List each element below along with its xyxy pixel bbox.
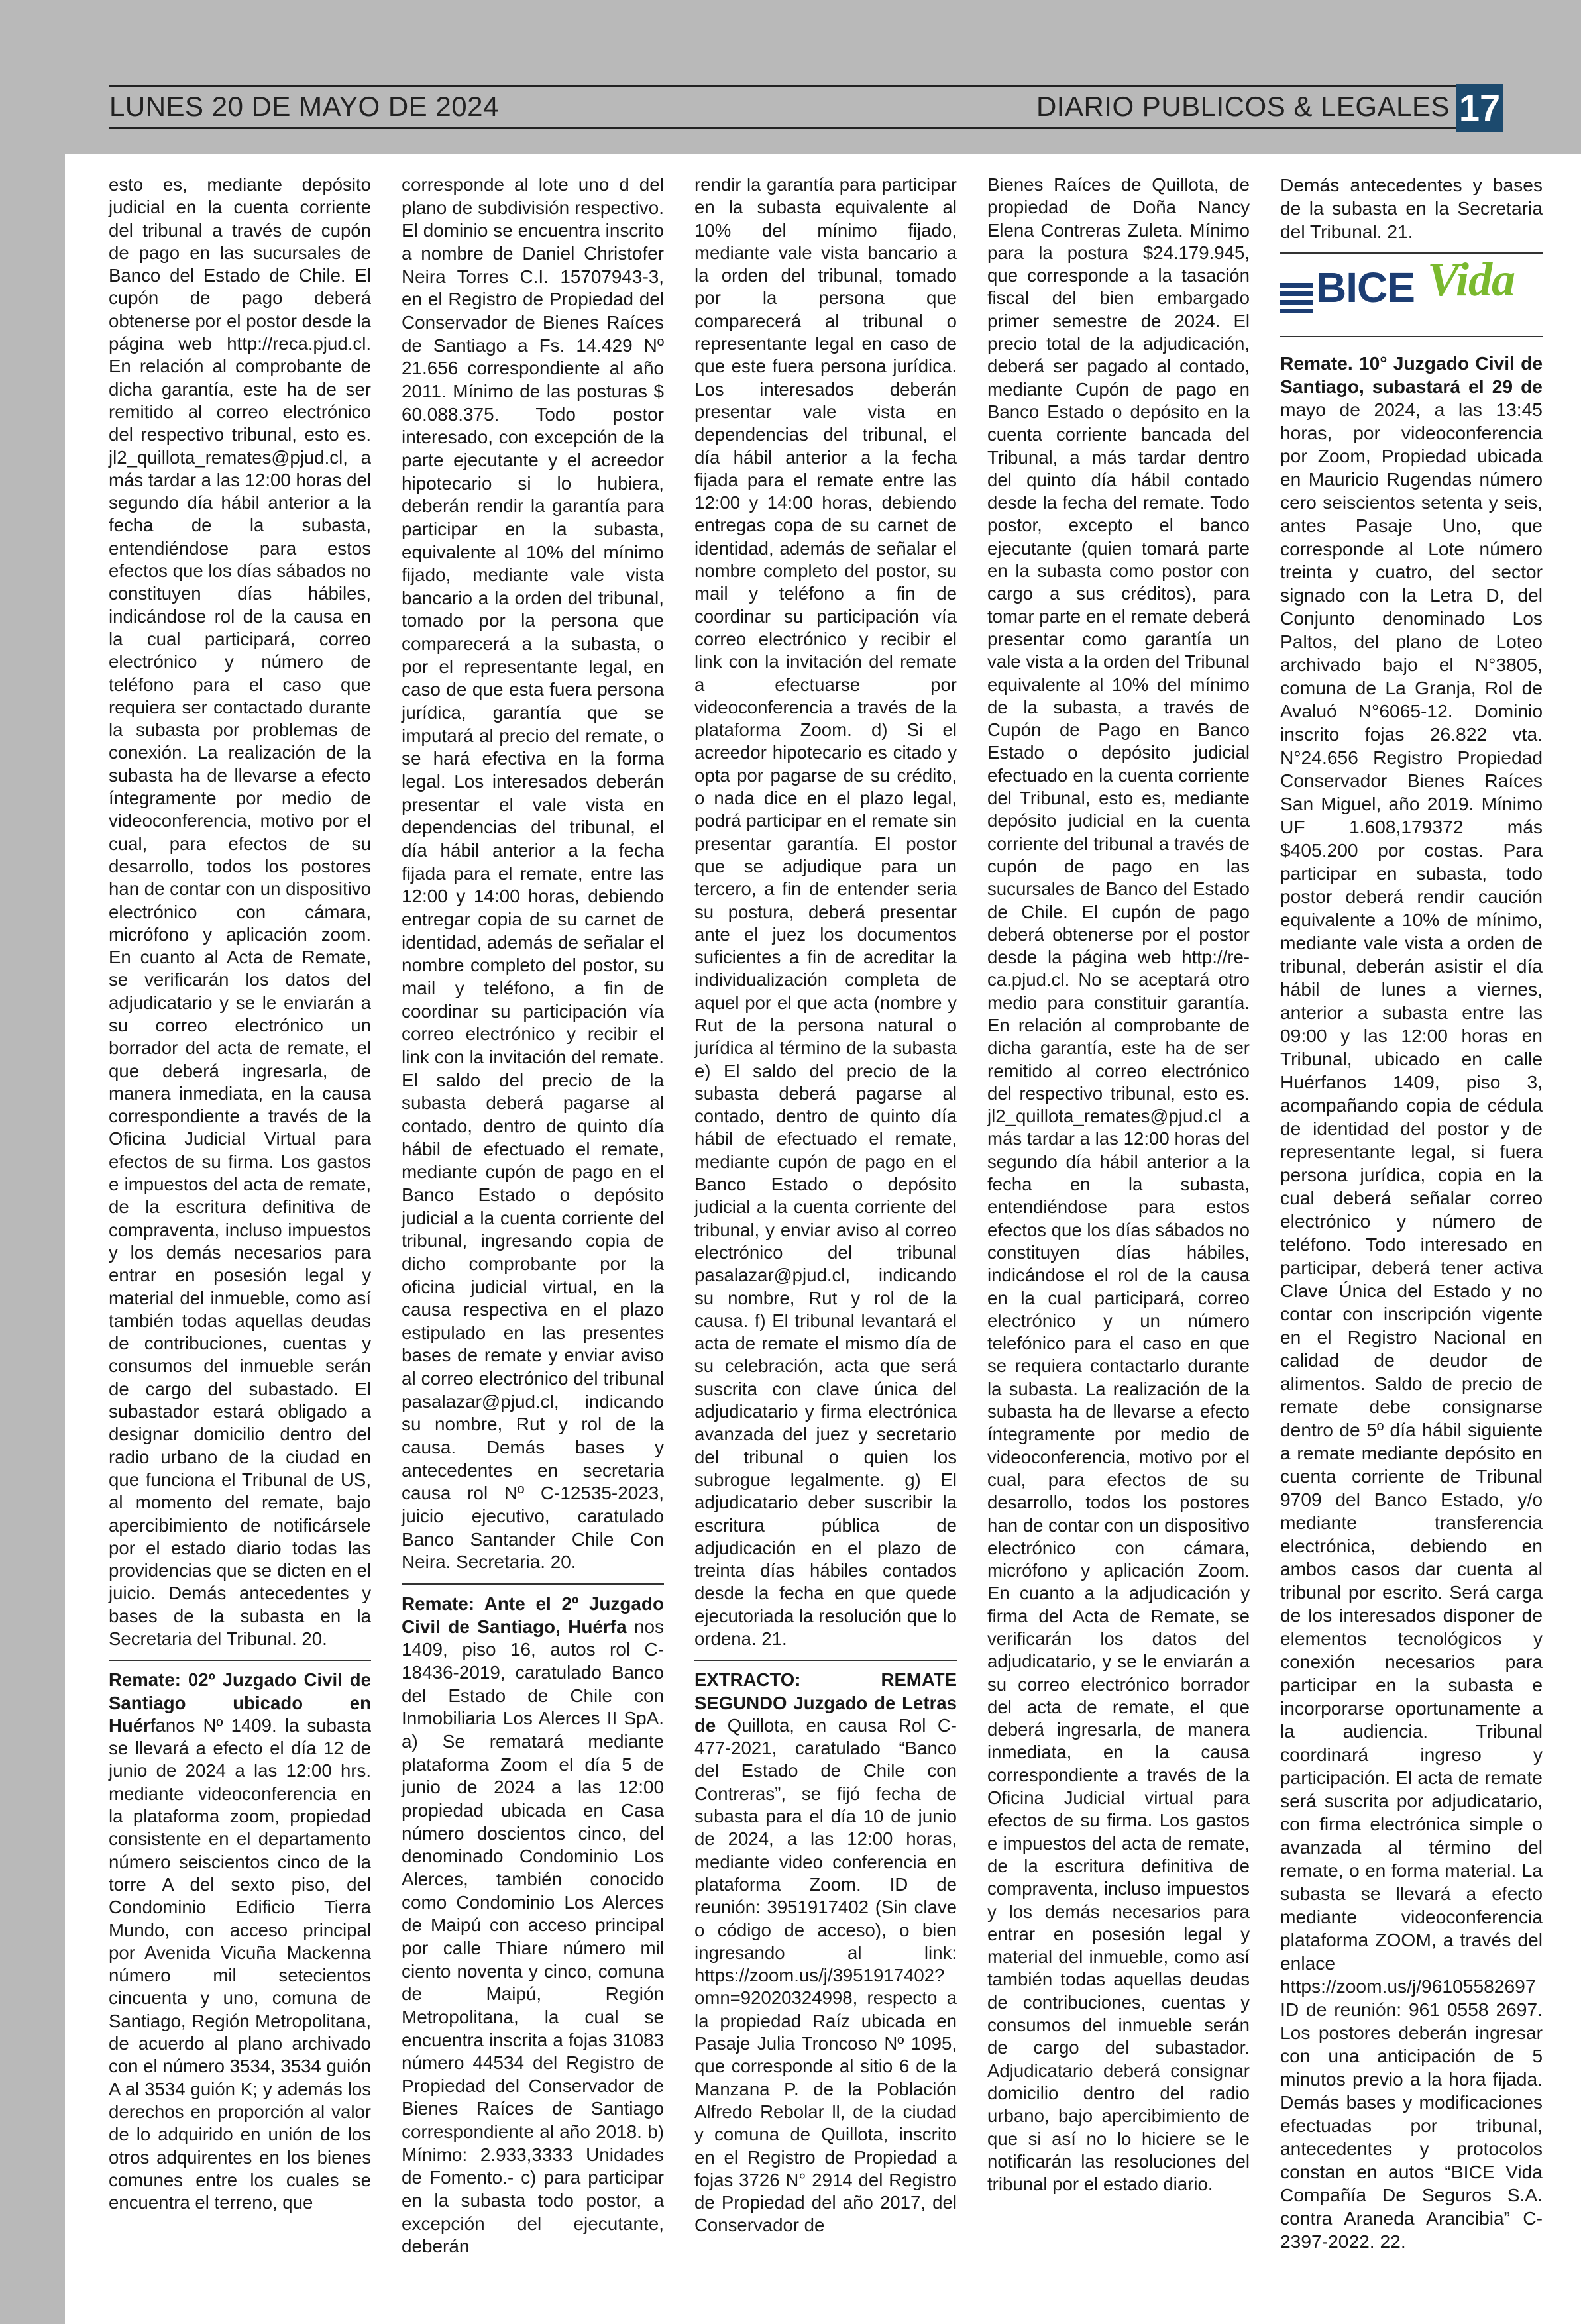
notice xyxy=(109,1669,371,2214)
notice-divider xyxy=(109,1660,371,1661)
notice-divider xyxy=(402,1583,664,1585)
notice-text: nos 1409, piso 16, autos rol C-18436-2019, caratulado Banco del Estado de Chile con Inmobiliaria Los Alerces II SpA. a) Se rematará mediante plataforma Zoom el día 5 de junio de 2024 a las 12:00 propiedad ubicada en Casa número doscientos cinco, del denominado Condominio Los Alerces, también conocido como Condominio Los Alerces de Maipú con acceso principal por calle Thiare número mil ciento noventa y cinco, comuna de Maipú, Región Metropolitana, la cual se encuentra inscrita a fojas 31083 número 44534 del Registro de Propiedad del Conservador de Bienes Raíces de Santiago correspondiente al año 2018. b) Mínimo: 2.933,3333 Unidades de Fomento.- c) para participar en la subasta todo postor, a excepción del ejecutante, deberán xyxy=(402,1616,665,2257)
notice-lead: EXTRACTO: REMATE SEGUNDO Juzgado de Letras de xyxy=(694,1669,957,1736)
column-3 xyxy=(694,174,957,2237)
notice-text: esto es, mediante depósito judicial en la cuenta corriente del tribunal a través de cupón de pago en las sucursales de Banco del Estado de Chile. El cupón de pago deberá obtenerse por el postor desde la página web http://reca.pjud.cl. En relación al comprobante de dicha garantía, este ha de ser remitido al correo electrónico del respectivo tribunal, esto es. jl2_quillota_remates@pjud.cl, a más tardar a las 12:00 horas del segundo día hábil anterior a la fecha de la subasta, entendiéndose para estos efectos que los días sábados no constituyen días hábiles, indicándose rol de la causa en la cual participará, correo electrónico y número de teléfono para el caso que requiera ser contactado durante la subasta por problemas de conexión. La realización de la subasta ha de llevarse a efecto íntegramente por medio de videoconferencia, motivo por el cual, para efectos de su desarrollo, todos los postores han de contar con un dispositivo electrónico con cámara, micrófono y aplicación zoom. En cuanto al Acta de Remate, se verificarán los datos del adjudicatario y se le enviarán a su correo electrónico un borrador del acta de remate, el que deberá ingresarla, de manera inmediata, en la causa correspondiente a través de la Oficina Judicial Virtual para efectos de su firma. Los gastos e impuestos del acta de remate, de la escritura definitiva de compraventa, incluso impuestos y los demás necesarios para entrar en posesión legal y material del inmueble, como así también todas aquellas deudas de contribuciones, cuentas y consumos del inmueble serán de cargo del subastado. El subastador estará obligado a designar domicilio dentro del radio urbano de la ciudad en que funciona el Tribunal de US, al momento del remate, bajo apercibimiento de notificársele por el estado diario todas las providencias que se dicten en el juicio. Demás antecedentes y bases de la subasta en la Secretaria del Tribunal. 20. xyxy=(109,174,371,1649)
notice-text: Quillota, en causa Rol C-477-2021, caratulado “Banco del Estado de Chile con Contreras”, se fijó fecha de subasta para el día 10 de junio de 2024, a las 12:00 horas, mediante video conferencia en plataforma Zoom. ID de reunión: 3951917402 (Sin clave o código de acceso), o bien ingresando al link: https://zoom.us/j/3951917402?omn=92020324998, respecto a la propiedad Raíz ubicada en Pasaje Julia Troncoso Nº 1095, que corresponde al sitio 6 de la Manzana P. de la Población Alfredo Rebolar ll, de la ciudad y comuna de Quillota, inscrito en el Registro de Propiedad a fojas 3726 N° 2914 del Registro de Propiedad del año 2017, del Conservador de xyxy=(694,1715,957,2236)
notice-divider xyxy=(694,1660,957,1661)
column-5 xyxy=(1280,174,1543,2253)
page-number: 17 xyxy=(1456,84,1503,132)
notice-lead: Remate: Ante el 2º Juzgado Civil de Santiago, Huérfa xyxy=(402,1593,664,1637)
page-header xyxy=(109,85,1503,129)
notice-text: rendir la garantía para participar en la subasta equivalente al 10% del mínimo fijado, mediante vale vista bancario a la orden del tribunal, tomado por la persona que comparecerá al tribunal o representante legal en caso de que este fuera persona jurídica. Los interesados deberán presentar vale vista en dependencias del tribunal, el día hábil anterior a la fecha fijada para el remate entre las 12:00 y 14:00 horas, debiendo entregas copa de su carnet de identidad, además de señalar el nombre completo del postor, su mail y teléfono a fin de coordinar su participación vía correo electrónico y recibir el link con la invitación del remate a efectuarse por videoconferencia a través de la plataforma Zoom. d) Si el acreedor hipotecario es citado y opta por pagarse de su crédito, o nada dice en el plazo legal, podrá participar en el remate sin presentar garantía. El postor que se adjudique para un tercero, a fin de entender seria su postura, deberá presentar ante el juez los documentos suficientes a fin de acreditar la individualización completa de aquel por el que acta (nombre y Rut de la persona natural o jurídica al término de la subasta e) El saldo del precio de la subasta deberá pagarse al contado, dentro de quinto día hábil de efectuado el remate, mediante cupón de pago en el Banco Estado o depósito judicial a la cuenta corriente del tribunal, y enviar aviso al correo electrónico del tribunal pasalazar@pjud.cl, indicando su nombre, Rut y rol de la causa. f) El tribunal levantará el acta de remate el mismo día de su celebración, acta que será suscrita con clave única del adjudicatario y firma electrónica avanzada del juez y secretario del tribunal o quien los subrogue legalmente. g) El adjudicatario deber suscribir la escritura pública de adjudicación en el plazo de treinta días hábiles contados desde la fecha en que quede ejecutoriada la resolución que lo ordena. 21. xyxy=(694,174,957,1649)
notice-text: fanos Nº 1409. la subasta se llevará a efecto el día 12 de junio de 2024 a las 12:00 hrs. mediante videoconferencia en la plataforma zoom, propiedad consistente en el departamento número seiscientos cinco de la torre A del sexto piso, del Condominio Edificio Tierra Mundo, con acceso principal por Avenida Vicuña Mackenna número mil setecientos cincuenta y uno, comuna de Santiago, Región Metropolitana, de acuerdo al plano archivado con el número 3534, 3534 guión A al 3534 guión K; y además los derechos en proporción al valor de lo adquirido en unión de los otros adquirentes en los bienes comunes entre los cuales se encuentra el terreno, que xyxy=(109,1715,371,2213)
logo-text-bice: BICE xyxy=(1316,264,1415,311)
header-date: LUNES 20 DE MAYO DE 2024 xyxy=(109,91,499,122)
bice-vida-logo xyxy=(1280,253,1543,337)
column-1 xyxy=(109,174,371,2214)
header-paper-name: DIARIO PUBLICOS & LEGALES xyxy=(1036,91,1450,122)
logo-text-vida: Vida xyxy=(1427,253,1515,306)
notice-lead: Remate: 02º Juzgado Civil de Santiago ubicado en Huér xyxy=(109,1669,371,1736)
notice-text: corresponde al lote uno d del plano de subdivisión respectivo. El dominio se encuentra inscrito a nombre de Daniel Christofer Neira Torres C.I. 15707943-3, en el Registro de Propiedad del Conservador de Bienes Raíces de Santiago a Fs. 14.429 Nº 21.656 correspondiente al año 2011. Mínimo de las posturas $ 60.088.375. Todo postor interesado, con excepción de la parte ejecutante y el acreedor hipotecario si lo hubiera, deberán rendir la garantía para participar en la subasta, equivalente al 10% del mínimo fijado, mediante vale vista bancario a la orden del tribunal, tomado por la persona que comparecerá a la subasta, o por el representante legal, en caso de que esta fuera persona jurídica, garantía que se imputará al precio del remate, o se hará efectiva en la forma legal. Los interesados deberán presentar el vale vista en dependencias del tribunal, el día hábil anterior a la fecha fijada para el remate, entre las 12:00 y 14:00 horas, debiendo entregar copia de su carnet de identidad, además de señalar el nombre completo del postor, su mail y teléfono, a fin de coordinar su participación vía correo electrónico y recibir el link con la invitación del remate. El saldo del precio de la subasta deberá pagarse al contado, dentro de quinto día hábil de efectuado el remate, mediante cupón de pago en el Banco Estado o depósito judicial a la cuenta corriente del tribunal, ingresando copia de dicho comprobante por la oficina judicial virtual, en la causa respectiva en el plazo estipulado en las presentes bases de remate y enviar aviso al correo electrónico del tribunal pasalazar@pjud.cl, indicando su nombre, Rut y rol de la causa. Demás bases y antecedentes en secretaria causa rol Nº C-12535-2023, juicio ejecutivo, caratulado Banco Santander Chile Con Neira. Secretaria. 20. xyxy=(402,174,664,1573)
notice-text: mayo de 2024, a las 13:45 horas, por videoconferencia por Zoom, Propiedad ubicada en Mauricio Rugendas número cero seiscientos setenta y seis, antes Pasaje Uno, que corresponde al Lote número treinta y cuatro, del sector signado con la Letra D, del Conjunto denominado Los Paltos, del plano de Loteo archivado bajo el N°3805, comuna de La Granja, Rol de Avaluó N°6065-12. Dominio inscrito fojas 26.822 vta. N°24.656 Registro Propiedad Conservador Bienes Raíces San Miguel, año 2019. Mínimo UF 1.608,179372 más $405.200 por costas. Para participar en subasta, todo postor deberá rendir caución equivalente a 10% de mínimo, mediante vale vista a orden de tribunal, deberán asistir el día hábil de lunes a viernes, anterior a subasta entre las 09:00 y las 12:00 horas en Tribunal, ubicado en calle Huérfanos 1409, piso 3, acompañando copia de cédula de identidad del postor y de representante legal, si fuera persona jurídica, copia en la cual deberá señalar correo electrónico y número de teléfono. Todo interesado en participar, deberá tener activa Clave Única del Estado y no contar con inscripción vigente en el Registro Nacional en calidad de deudor de alimentos. Saldo de precio de remate debe consignarse dentro de 5º día hábil siguiente a remate mediante depósito en cuenta corriente de Tribunal 9709 del Banco Estado, y/o mediante transferencia electrónica, debiendo en ambos casos dar cuenta al tribunal por escrito. Será carga de los interesados disponer de elementos tecnológicos y conexión necesarios para participar en la subasta e incorporarse oportunamente a la audiencia. Tribunal coordinará ingreso y participación. El acta de remate será suscrita por adjudicatario, con firma electrónica simple o avanzada al término del remate, o en forma material. La subasta se llevará a efecto mediante videoconferencia plataforma ZOOM, a través del enlace https://zoom.us/j/96105582697 ID de reunión: 961 0558 2697. Los postores deberán ingresar con una anticipación de 5 minutos previo a la hora fijada. Demás bases y modificaciones efectuadas por tribunal, antecedentes y protocolos constan en autos “BICE Vida Compañía De Seguros S.A. contra Araneda Arancibia” C-2397-2022. 22. xyxy=(1280,399,1543,2252)
column-2 xyxy=(402,174,664,2258)
notice-text: Demás antecedentes y bases de la subasta en la Secretaria del Tribunal. 21. xyxy=(1280,174,1543,242)
notice xyxy=(694,1669,957,2237)
column-4 xyxy=(987,174,1250,2195)
notice xyxy=(402,1593,664,2258)
page-sheet xyxy=(65,154,1581,2324)
notice-text: Bienes Raíces de Quillota, de propiedad de Doña Nancy Elena Contreras Zuleta. Mínimo para la postura $24.179.945, que corresponde a la tasación fiscal del bien embargado primer semestre de 2024. El precio total de la adjudicación, deberá ser pagado al contado, mediante Cupón de pago en Banco Estado o depósito en la cuenta corriente bancada del Tribunal, a más tardar dentro del quinto día hábil contado desde la fecha del remate. Todo postor, excepto el banco ejecutante (quien tomará parte en la subasta como postor con cargo a sus créditos), para tomar parte en el remate deberá presentar como garantía un vale vista a la orden del Tribunal equivalente al 10% del mínimo de la subasta, a través de Cupón de Pago en Banco Estado o depósito judicial efectuado en la cuenta corriente del Tribunal, esto es, mediante depósito judicial en la cuenta corriente del tribunal a través de cupón de pago en las sucursales de Banco del Estado de Chile. El cupón de pago deberá obtenerse por el postor desde la página web http://re-ca.pjud.cl. No se aceptará otro medio para constituir garantía. En relación al comprobante de dicha garantía, este ha de ser remitido al correo electrónico del respectivo tribunal, esto es. jl2_quillota_remates@pjud.cl a más tardar a las 12:00 horas del segundo día hábil anterior a la fecha en la subasta, entendiéndose para estos efectos que los días sábados no constituyen días hábiles, indicándose el rol de la causa en la cual participará, correo electrónico y un número telefónico para el caso en que se requiera contactarlo durante la subasta. La realización de la subasta ha de llevarse a efecto íntegramente por medio de videoconferencia, motivo por el cual, para efectos de su desarrollo, todos los postores han de contar con un dispositivo electrónico con cámara, micrófono y aplicación Zoom. En cuanto a la adjudicación y firma del Acta de Remate, se verificarán los datos del adjudicatario, y se le enviarán a su correo electrónico borrador del acta de remate, el que deberá ingresarla, de manera inmediata, en la causa correspondiente a través de la Oficina Judicial virtual para efectos de su firma. Los gastos e impuestos del acta de remate, de la escritura definitiva de compraventa, incluso impuestos y los demás necesarios para entrar en posesión legal y material del inmueble, como así también todas aquellas deudas de contribuciones, cuentas y consumos del inmueble serán de cargo del subastador. Adjudicatario deberá consignar domicilio dentro del radio urbano, bajo apercibimiento de que si así no lo hiciere se le notificarán las resoluciones del tribunal por el estado diario. xyxy=(987,174,1250,2195)
notice-lead: Remate. 10° Juzgado Civil de Santiago, subastará el 29 de xyxy=(1280,352,1543,397)
notice xyxy=(1280,352,1543,2253)
logo-bars-icon xyxy=(1280,283,1313,317)
